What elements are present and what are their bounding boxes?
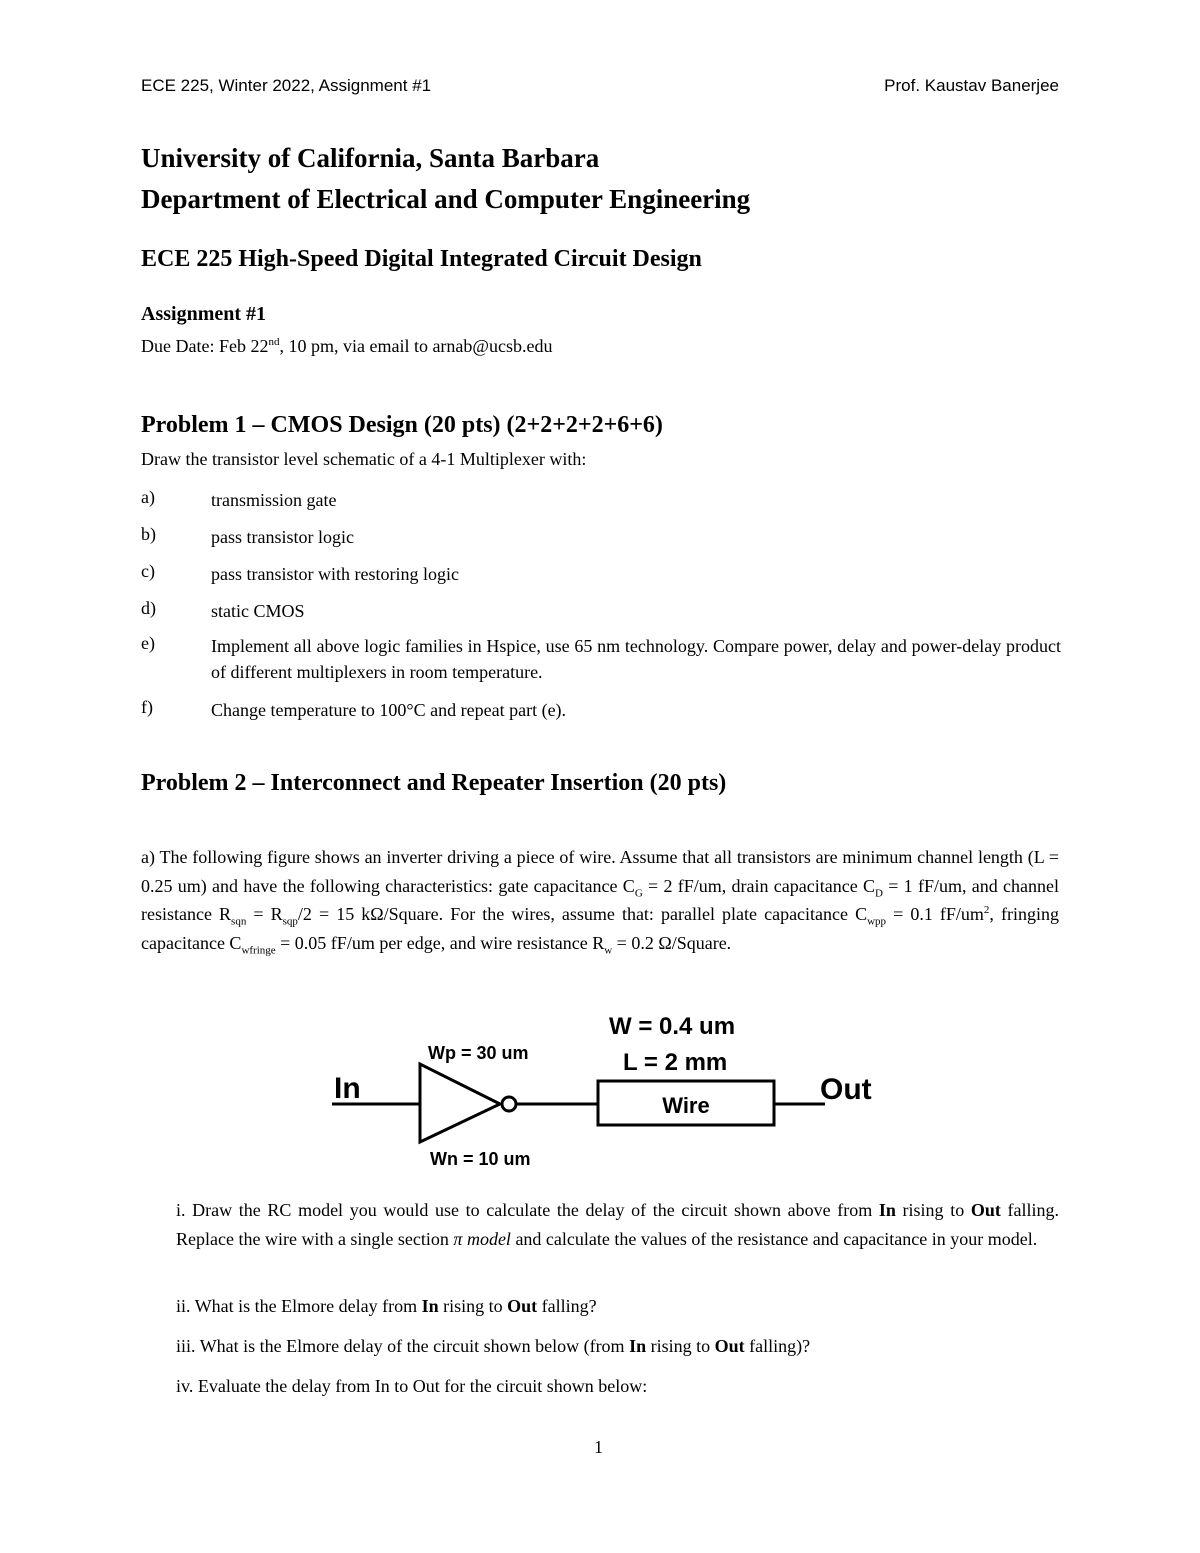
question-iv: iv. Evaluate the delay from In to Out for the circuit shown below:: [176, 1376, 648, 1396]
question-iii: iii. What is the Elmore delay of the circuit shown below (from In rising to Out falling)?: [176, 1336, 811, 1356]
problem1-intro: Draw the transistor level schematic of a 4-1 Multiplexer with:: [141, 449, 587, 469]
university-title: University of California, Santa Barbara: [141, 143, 600, 173]
out-label: Out: [820, 1073, 872, 1106]
assignment-title: Assignment #1: [141, 303, 267, 325]
header-left: ECE 225, Winter 2022, Assignment #1: [141, 76, 432, 95]
question-ii: ii. What is the Elmore delay from In rising to Out falling?: [176, 1296, 597, 1316]
wn-label: Wn = 10 um: [430, 1149, 531, 1169]
course-title: ECE 225 High-Speed Digital Integrated Circuit Design: [141, 246, 702, 272]
page-number: 1: [594, 1437, 603, 1457]
problem1-title: Problem 1 – CMOS Design (20 pts) (2+2+2+2+6+6): [141, 412, 663, 438]
problem2-paragraph-a: a) The following figure shows an inverter driving a piece of wire. Assume that all transistors are minimum channel length (L = 0.25 um) and have the following characteristics: gate capacitance $C_G = 2$ fF/um, drain capacitance $C_D = 1$ fF/um, and channel resistance $R_{sqn} = R_{sqp}/2 = 15$ kΩ/Square. For the wires, assume that: parallel plate capacitance $C_{wpp} = 0.1$ $fF/um^2$, fringing capacitance $C_{wfringe} = 0.05$ fF/um per edge, and wire resistance $R_w = 0.2$ Ω/Square.: [141, 847, 1059, 957]
wp-label: Wp = 30 um: [428, 1043, 529, 1063]
wire-label: Wire: [662, 1093, 710, 1118]
problem2-title: Problem 2 – Interconnect and Repeater Insertion (20 pts): [141, 770, 727, 796]
in-label: In: [334, 1072, 361, 1105]
due-date: Due Date: Feb 22nd, 10 pm, via email to arnab@ucsb.edu: [141, 336, 553, 356]
inverter-triangle: [420, 1064, 500, 1142]
inverter-bubble: [502, 1097, 516, 1111]
header-right: Prof. Kaustav Banerjee: [884, 76, 1059, 95]
wire-length-label: L = 2 mm: [623, 1049, 728, 1076]
department-title: Department of Electrical and Computer Engineering: [141, 184, 751, 214]
wire-width-label: W = 0.4 um: [609, 1013, 736, 1040]
question-i: i. Draw the RC model you would use to calculate the delay of the circuit shown above from In rising to Out falling. Replace the wire with a single section π model and calculate the values of the resistance and capacitance in your model.: [176, 1200, 1059, 1249]
inverter-wire-figure: [320, 1000, 900, 1180]
